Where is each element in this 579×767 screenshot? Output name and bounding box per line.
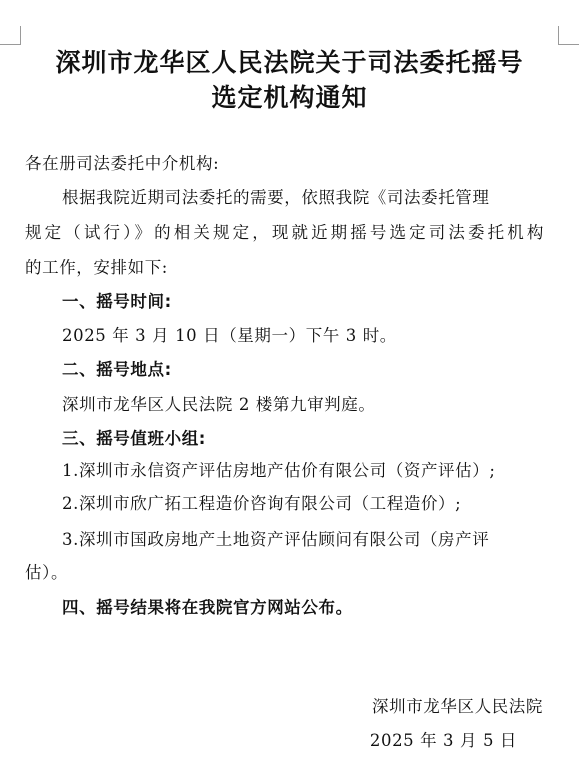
intro-paragraph-line-1: 根据我院近期司法委托的需要，依照我院《司法委托管理 [62, 188, 490, 207]
signature-organization: 深圳市龙华区人民法院 [372, 697, 543, 716]
page-corner-mark-left [0, 26, 21, 45]
duty-group-item-3-line-2: 估）。 [25, 563, 69, 582]
intro-paragraph-line-3: 的工作，安排如下: [25, 258, 168, 277]
duty-group-item-3-line-1: 3.深圳市国政房地产土地资产评估顾问有限公司（房产评 [62, 530, 490, 549]
section-2-content: 深圳市龙华区人民法院 2 楼第九审判庭。 [62, 395, 376, 414]
intro-paragraph-line-2: 规定（试行）》的相关规定，现就近期摇号选定司法委托机构 [25, 223, 544, 242]
section-4-heading: 四、摇号结果将在我院官方网站公布。 [62, 598, 353, 617]
section-1-content: 2025 年 3 月 10 日（星期一）下午 3 时。 [62, 326, 397, 345]
duty-group-item-2: 2.深圳市欣广拓工程造价咨询有限公司（工程造价）; [62, 494, 462, 513]
salutation: 各在册司法委托中介机构: [25, 154, 220, 173]
page-corner-mark-right [558, 26, 579, 45]
duty-group-item-1: 1.深圳市永信资产评估房地产估价有限公司（资产评估）; [62, 461, 496, 480]
notice-title-line-1: 深圳市龙华区人民法院关于司法委托摇号 [55, 48, 524, 77]
section-2-heading: 二、摇号地点: [62, 360, 172, 379]
signature-date: 2025 年 3 月 5 日 [369, 731, 517, 750]
section-3-heading: 三、摇号值班小组: [62, 429, 206, 448]
section-1-heading: 一、摇号时间: [62, 292, 172, 311]
notice-title-line-2: 选定机构通知 [211, 83, 368, 112]
